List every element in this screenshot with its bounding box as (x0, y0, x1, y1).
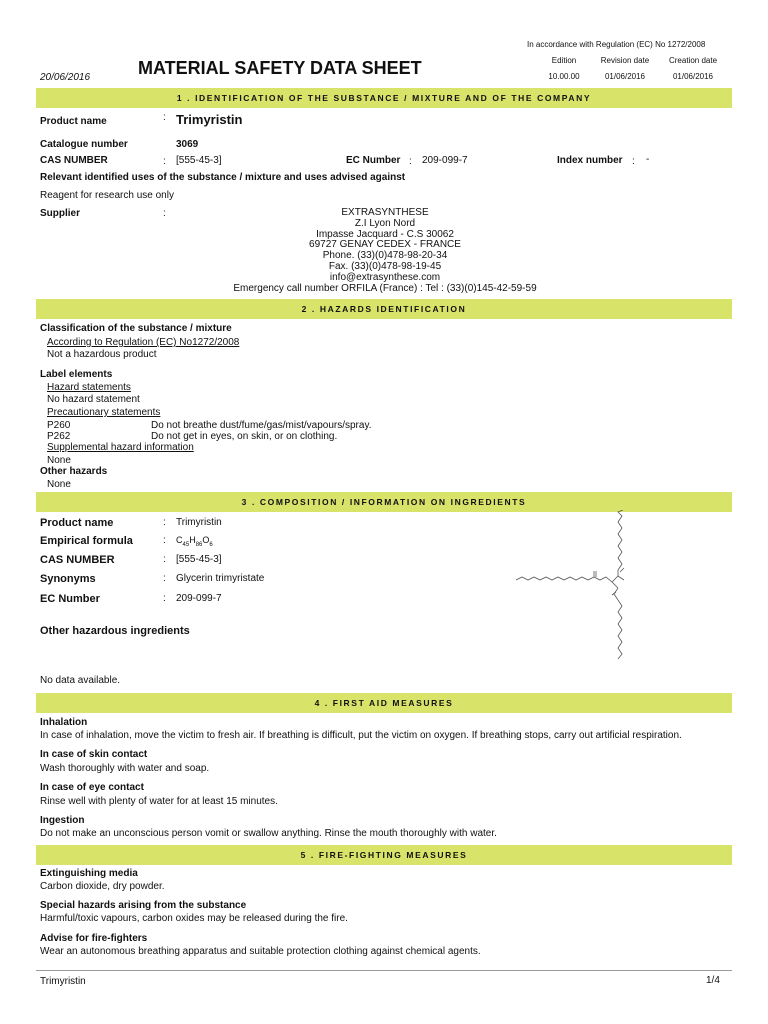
p-code: P262 (47, 431, 71, 442)
page-title: MATERIAL SAFETY DATA SHEET (138, 58, 422, 78)
regulation-note: In accordance with Regulation (EC) No 1272/2008 (527, 40, 706, 49)
other-ingredients-label: Other hazardous ingredients (40, 625, 190, 637)
precautionary-label: Precautionary statements (47, 407, 161, 418)
comp-value: Glycerin trimyristate (176, 573, 265, 584)
p-code-text: Do not breathe dust/fume/gas/mist/vapours/spray. (151, 420, 372, 431)
other-hazards-value: None (47, 479, 71, 490)
comp-label: Synonyms (40, 573, 96, 585)
molecule-structure-image (510, 510, 670, 660)
classification-label: Classification of the substance / mixture (40, 323, 232, 334)
fire-text: Wear an autonomous breathing apparatus and suitable protection clothing against chemical agents. (40, 946, 481, 957)
fire-title: Advise for fire-fighters (40, 933, 148, 944)
first-aid-text: Wash thoroughly with water and soap. (40, 763, 210, 774)
formula-element: H (189, 535, 196, 545)
supplier-line: Phone. (33)(0)478-98-20-34 (322, 250, 448, 262)
colon: : (163, 517, 166, 528)
supplemental-value: None (47, 455, 71, 466)
colon: : (409, 156, 412, 167)
fire-title: Special hazards arising from the substance (40, 900, 247, 911)
colon: : (163, 112, 166, 123)
page-number: 1/4 (706, 975, 720, 986)
supplier-line: 69727 GENAY CEDEX - FRANCE (309, 239, 461, 251)
supplier-line: Z.I Lyon Nord (354, 217, 416, 229)
first-aid-text: Do not make an unconscious person vomit or swallow anything. Rinse the mouth thoroughly with water. (40, 828, 497, 839)
emergency-line: Emergency call number ORFILA (France) : Tel : (33)(0)145-42-59-59 (233, 282, 537, 294)
colon: : (163, 156, 166, 167)
label-elements: Label elements (40, 369, 113, 380)
colon: : (163, 573, 166, 584)
formula-subscript: 86 (195, 541, 203, 548)
formula-subscript: 45 (182, 541, 190, 548)
regulation-reference: According to Regulation (EC) No1272/2008 (47, 337, 240, 348)
edition-value: 10.00.00 (548, 72, 580, 81)
first-aid-text: In case of inhalation, move the victim to fresh air. If breathing is difficult, put the victim on oxygen. If breathing stops, carry out artificial respiration. (40, 730, 682, 741)
uses-value: Reagent for research use only (40, 190, 174, 201)
section-2-heading: 2 . HAZARDS IDENTIFICATION (36, 299, 732, 319)
fire-text: Harmful/toxic vapours, carbon oxides may be released during the fire. (40, 913, 348, 924)
colon: : (632, 156, 635, 167)
cas-number: [555-45-3] (176, 155, 222, 166)
fire-text: Carbon dioxide, dry powder. (40, 881, 165, 892)
section-5-heading: 5 . FIRE-FIGHTING MEASURES (36, 845, 732, 865)
edition-label: Edition (551, 56, 577, 65)
comp-label: Empirical formula (40, 535, 133, 547)
colon: : (163, 535, 166, 546)
ec-number: 209-099-7 (422, 155, 468, 166)
colon: : (163, 593, 166, 604)
footer-divider (36, 970, 732, 971)
section-3-heading: 3 . COMPOSITION / INFORMATION ON INGREDIENTS (36, 492, 732, 512)
document-date: 20/06/2016 (40, 72, 91, 83)
first-aid-title: Ingestion (40, 815, 85, 826)
first-aid-title: In case of eye contact (40, 782, 144, 793)
index-label: Index number (557, 155, 623, 166)
ec-label: EC Number (346, 155, 401, 166)
formula-element: C (176, 535, 183, 545)
first-aid-text: Rinse well with plenty of water for at least 15 minutes. (40, 796, 278, 807)
first-aid-title: In case of skin contact (40, 749, 148, 760)
comp-value: Trimyristin (176, 517, 222, 528)
supplier-line: Impasse Jacquard - C.S 30062 (316, 228, 454, 240)
product-name: Trimyristin (176, 112, 243, 127)
colon: : (163, 554, 166, 565)
comp-label: Product name (40, 517, 114, 529)
comp-label: EC Number (40, 593, 100, 605)
supplier-label: Supplier (40, 208, 81, 219)
revision-label: Revision date (600, 56, 650, 65)
empirical-formula (176, 535, 213, 548)
hazard-statements-label: Hazard statements (47, 382, 131, 393)
other-hazards-label: Other hazards (40, 466, 108, 477)
catalogue-number: 3069 (176, 139, 199, 150)
supplier-line: EXTRASYNTHESE (341, 207, 429, 218)
revision-value: 01/06/2016 (604, 72, 646, 81)
uses-label: Relevant identified uses of the substance / mixture and uses advised against (40, 172, 406, 183)
creation-value: 01/06/2016 (672, 72, 714, 81)
formula-subscript: 6 (209, 541, 213, 548)
cas-label: CAS NUMBER (40, 155, 108, 166)
not-hazardous: Not a hazardous product (47, 349, 157, 360)
p-code: P260 (47, 420, 71, 431)
product-name-label: Product name (40, 116, 107, 127)
comp-value: [555-45-3] (176, 554, 222, 565)
supplier-line: Fax. (33)(0)478-98-19-45 (328, 260, 442, 272)
supplier-email: info@extrasynthese.com (329, 271, 441, 283)
no-data: No data available. (40, 675, 121, 686)
colon: : (163, 208, 166, 219)
p-code-text: Do not get in eyes, on skin, or on clothing. (151, 431, 338, 442)
catalogue-label: Catalogue number (40, 139, 128, 150)
fire-title: Extinguishing media (40, 868, 138, 879)
formula-element: O (202, 535, 210, 545)
footer-product: Trimyristin (40, 976, 86, 987)
index-number: - (646, 154, 650, 165)
comp-value: 209-099-7 (176, 593, 222, 604)
supplier-address (170, 208, 600, 294)
supplemental-label: Supplemental hazard information (47, 442, 194, 453)
comp-label: CAS NUMBER (40, 554, 115, 566)
first-aid-title: Inhalation (40, 717, 88, 728)
no-hazard-statement: No hazard statement (47, 394, 140, 405)
creation-label: Creation date (668, 56, 718, 65)
section-1-heading: 1 . IDENTIFICATION OF THE SUBSTANCE / MIXTURE AND OF THE COMPANY (36, 88, 732, 108)
section-4-heading: 4 . FIRST AID MEASURES (36, 693, 732, 713)
